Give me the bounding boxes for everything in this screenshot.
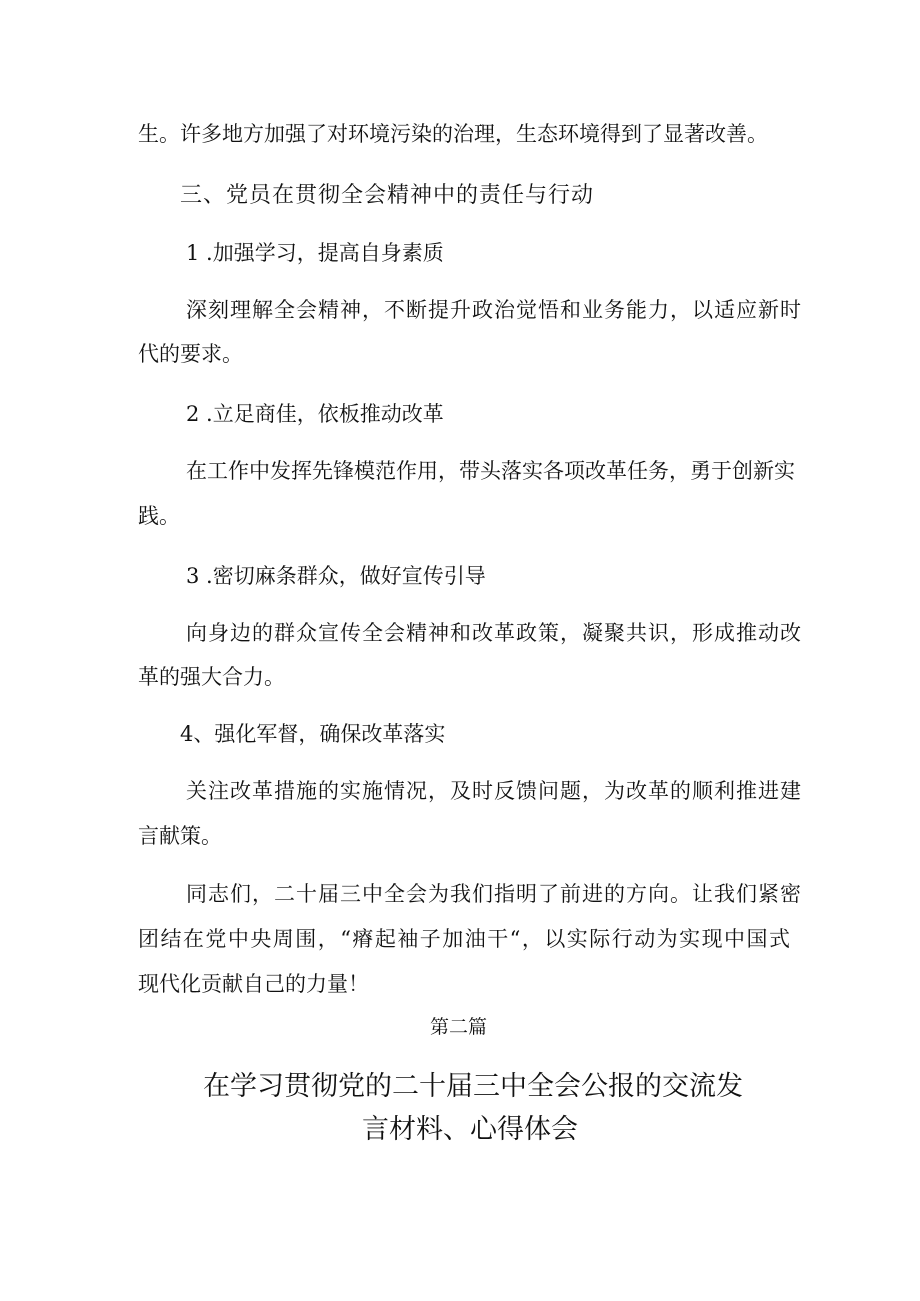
document-title-line-1: 在学习贯彻党的二十届三中全会公报的交流发 — [203, 1071, 743, 1102]
paragraph-line: 同志们，二十届三中全会为我们指明了前进的方向。让我们紧密 — [186, 882, 802, 906]
paragraph-line: 深刻理解全会精神，不断提升政治觉悟和业务能力，以适应新时 — [186, 298, 802, 322]
document-title-line-2: 言材料、心得体会 — [362, 1114, 578, 1145]
paragraph-line: 团结在党中央周围，“瘠起袖子加油干“，以实际行动为实现中国式 — [138, 927, 790, 951]
paragraph-line: 关注改革措施的实施情况，及时反馈问题，为改革的顺利推进建 — [186, 779, 802, 803]
section-heading: 三、党员在贯彻全会精神中的责任与行动 — [180, 183, 595, 208]
paragraph-line: 向身边的群众宣传全会精神和改革政策，凝聚共识，形成推动改 — [186, 621, 802, 645]
subheading-2: 2 .立足商佳，依板推动改革 — [186, 402, 444, 426]
paragraph-line: 在工作中发挥先锋模范作用，带头落实各项改革任务，勇于创新实 — [186, 459, 795, 483]
paragraph-line: 代的要求。 — [138, 342, 243, 366]
subheading-1: 1 .加强学习，提高自身素质 — [186, 241, 444, 265]
paragraph-line: 现代化贡献自己的力量！ — [138, 972, 369, 996]
paragraph-line: 革的强大合力。 — [138, 665, 285, 689]
part-label: 第二篇 — [430, 1016, 488, 1038]
paragraph-line: 生。许多地方加强了对环境污染的治理，生态环境得到了显著改善。 — [138, 122, 768, 146]
subheading-4: 4、强化军督，确保改革落实 — [180, 722, 446, 746]
paragraph-line: 言献策。 — [138, 824, 222, 848]
subheading-3: 3 .密切麻条群众，做好宣传引导 — [186, 564, 486, 588]
paragraph-line: 践。 — [138, 504, 180, 528]
